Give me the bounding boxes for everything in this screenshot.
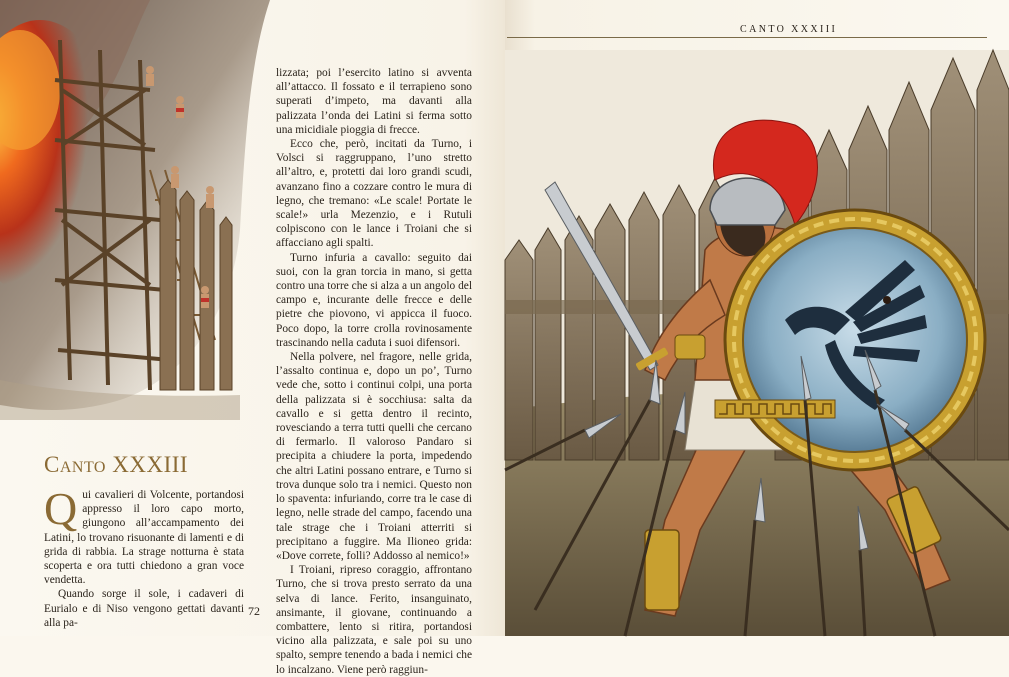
- header-rule: [507, 37, 987, 38]
- text-column-1: [44, 483, 244, 630]
- paragraph: Ecco che, però, incitati da Turno, i Volsci si raggruppano, l’uno stretto all’altro, e, protetti dai loro grandi scudi, avanzano fino a cozzare contro le mura di legno, che tremano: «Le scale! Portate le scale!» urla Mezenzio, e i Rutuli colpiscono con le lance i Troiani che si affacciano agli spalti.: [276, 138, 472, 250]
- paragraph: lizzata; poi l’esercito latino si avventa all’attacco. Il fossato e il terrapieno sono superati d’impeto, ma davanti alla palizzata l’onda dei Latini si ferma sotto una micidiale pioggia di frecce.: [276, 67, 472, 136]
- running-head: CANTO XXXIII: [740, 24, 838, 35]
- page-number: 72: [248, 604, 260, 618]
- chapter-title: Canto XXXIII: [44, 452, 189, 477]
- paragraph-text: ui cavalieri di Volcente, portandosi appresso il loro capo morto, giungono all’accampamento dei Latini, lo trovano risuonante di lamenti e di grida di rabbia. La strage notturna è stata scoperta e ora tutti chiedono a gran voce vendetta.: [44, 489, 244, 587]
- drop-cap: Q: [44, 483, 78, 534]
- paragraph: I Troiani, ripreso coraggio, affrontano Turno, che si trova presto serrato da una selva di lance. Ferito, insanguinato, ansimante, il giovane, continuando a combattere, lento si ritira, portandosi vicino alla palizzata, e sale poi su uno spalto, sempre tenendo a bada i nemici che lo incalzano. Viene però raggiun-: [276, 564, 472, 676]
- paragraph: Nella polvere, nel fragore, nelle grida, l’assalto continua e, dopo un po’, Turno vede che, sotto i continui colpi, una porta della palizzata si è socchiusa: salta da cavallo e si getta dentro il recinto, rovesciando a terra tutti quelli che cercano di fermarlo. Il valoroso Pandaro si precipita a chiudere la porta, impedendo che altri Latini possano entrare, e Turno si trova dunque solo tra i nemici. Questo non lo spaventa: infuriando, corre tra le case di legno, nelle strade del campo, facendo una tale strage che i Troiani atterriti si precipitano a fuggire. Ma Ilioneo grida: «Dove correte, folli? Addosso al nemico!»: [276, 351, 472, 562]
- paragraph: Quando sorge il sole, i cadaveri di Eurialo e di Niso vengono gettati davanti alla pa-: [44, 588, 244, 629]
- siege-tower-illustration: [0, 0, 270, 420]
- warrior-illustration: [505, 50, 1009, 636]
- left-page: [0, 0, 505, 676]
- paragraph: [44, 483, 244, 587]
- text-column-2: [276, 66, 472, 677]
- paragraph: Turno infuria a cavallo: seguito dai suoi, con la gran torcia in mano, si getta contro una torre che si alza a un angolo del campo e, incurante delle frecce e delle pietre che piovono, vi appicca il fuoco. Poco dopo, la torre crolla rovinosamente trascinando nella caduta i suoi difensori.: [276, 251, 472, 349]
